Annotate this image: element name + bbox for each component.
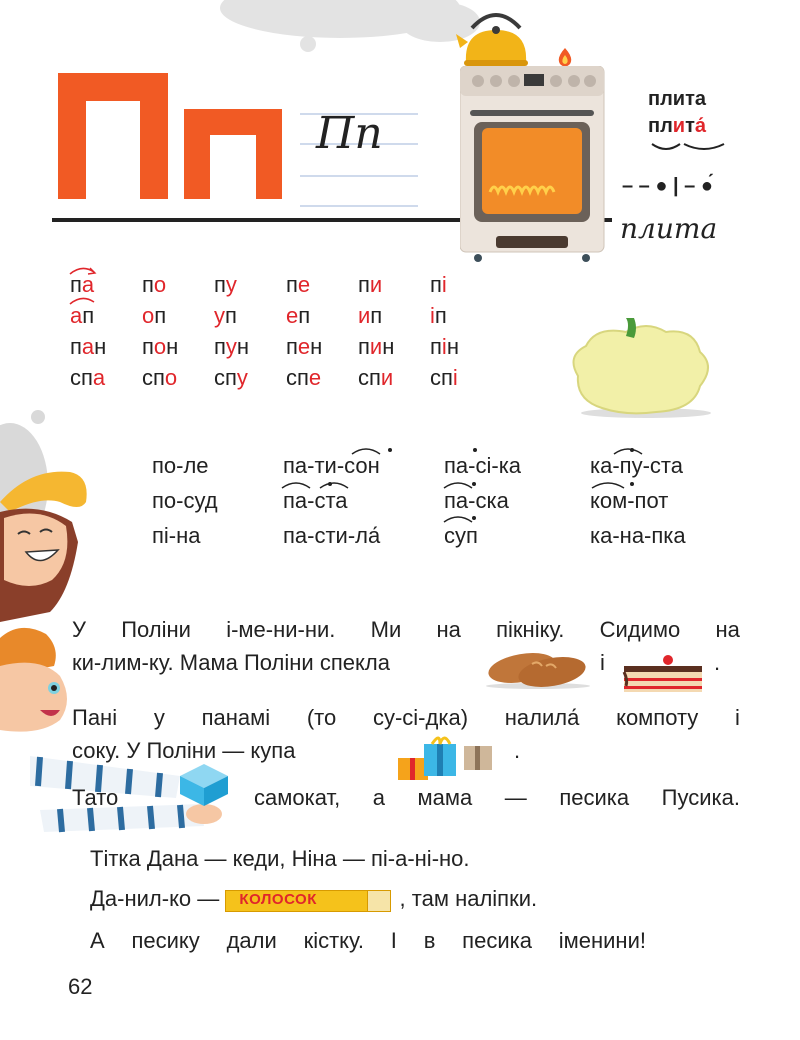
word-row (152, 523, 740, 558)
script-letter: Пп (316, 108, 383, 159)
syllable: пи (358, 272, 383, 297)
syllable-row (70, 334, 502, 365)
text-line-7: Да-нил-ко — КОЛОСОК , там наліпки. (90, 886, 538, 911)
text-line-8: А песику дали кістку. І в песика іменини! (90, 928, 646, 953)
syllable-row (70, 365, 502, 396)
syllable-row (70, 303, 502, 334)
word: ком-пот (590, 488, 669, 513)
word: па-ста (283, 488, 348, 513)
syllable: ап (70, 303, 95, 328)
text-line-5-end: самокат, а мама — песика Пусика. (254, 785, 740, 810)
text-line-4: соку. У Поліни — купа (72, 738, 296, 763)
syllable: па (70, 272, 95, 297)
word: по-суд (152, 488, 218, 513)
syllable: спо (142, 365, 178, 390)
word: пі-на (152, 523, 201, 548)
book-title: КОЛОСОК (239, 891, 317, 909)
text-line-6: Тітка Дана — кеди, Ніна — пі-а-ні-но. (90, 846, 470, 871)
big-letter-pp (58, 73, 282, 199)
word: ка-на-пка (590, 523, 686, 548)
stove-icon (460, 66, 606, 264)
smoke-cloud-icon (200, 0, 480, 56)
text-line-3: Пані у панамі (то су-сі-дка) налила́ компоту і (72, 705, 740, 730)
kettle-icon (456, 8, 536, 72)
syllable: пі (430, 272, 447, 297)
syllable: пін (430, 334, 459, 359)
word: ка-пу-ста (590, 453, 683, 478)
script-word: плита (620, 212, 718, 245)
bread-loaves-icon (482, 648, 594, 690)
syllable: спи (358, 365, 394, 390)
cake-icon (622, 650, 706, 696)
pattypan-squash-icon (566, 316, 716, 420)
flame-icon (556, 48, 574, 68)
syllable: пу (214, 272, 237, 297)
syllable: по (142, 272, 167, 297)
word: по-ле (152, 453, 209, 478)
syllable-arcs (650, 140, 728, 154)
book-icon (225, 888, 393, 912)
syllable-row (70, 272, 502, 303)
word: па-сі-ка (444, 453, 522, 478)
text-line-5-start: Тато (72, 785, 119, 810)
syllable: спу (214, 365, 248, 390)
sound-scheme: – – ● | – ●́ (622, 175, 713, 197)
syllable: пе (286, 272, 311, 297)
gift-boxes-icon (396, 732, 498, 782)
syllable: пон (142, 334, 179, 359)
text-line-2: ки-лим-ку. Мама Поліни спекла (72, 650, 390, 675)
word: па-ска (444, 488, 509, 513)
page-number: 62 (68, 974, 93, 999)
word: па-сти-ла́ (283, 523, 381, 548)
syllable: уп (214, 303, 237, 328)
syllable: пун (214, 334, 250, 359)
syllable: еп (286, 303, 311, 328)
panel-word: плита (648, 88, 706, 110)
syllable: пен (286, 334, 323, 359)
merge-arcs (68, 264, 98, 306)
girl-character-icon (0, 462, 92, 622)
syllable: пин (358, 334, 395, 359)
syllable-table (70, 272, 502, 396)
word-panel (648, 86, 706, 140)
panel-word-stressed: плита́ (648, 115, 707, 137)
syllable: іп (430, 303, 447, 328)
syllable: ип (358, 303, 383, 328)
word: суп (444, 523, 478, 548)
word: па-ти-сон (283, 453, 380, 478)
word-arcs (280, 444, 740, 528)
syllable: спі (430, 365, 458, 390)
syllable: спа (70, 365, 106, 390)
syllable: оп (142, 303, 167, 328)
syllable: пан (70, 334, 107, 359)
gift-box-held-icon (174, 758, 230, 808)
syllable: спе (286, 365, 322, 390)
text-line-1: У Поліни і-ме-ни-ни. Ми на пікніку. Сидимо на (72, 617, 740, 642)
